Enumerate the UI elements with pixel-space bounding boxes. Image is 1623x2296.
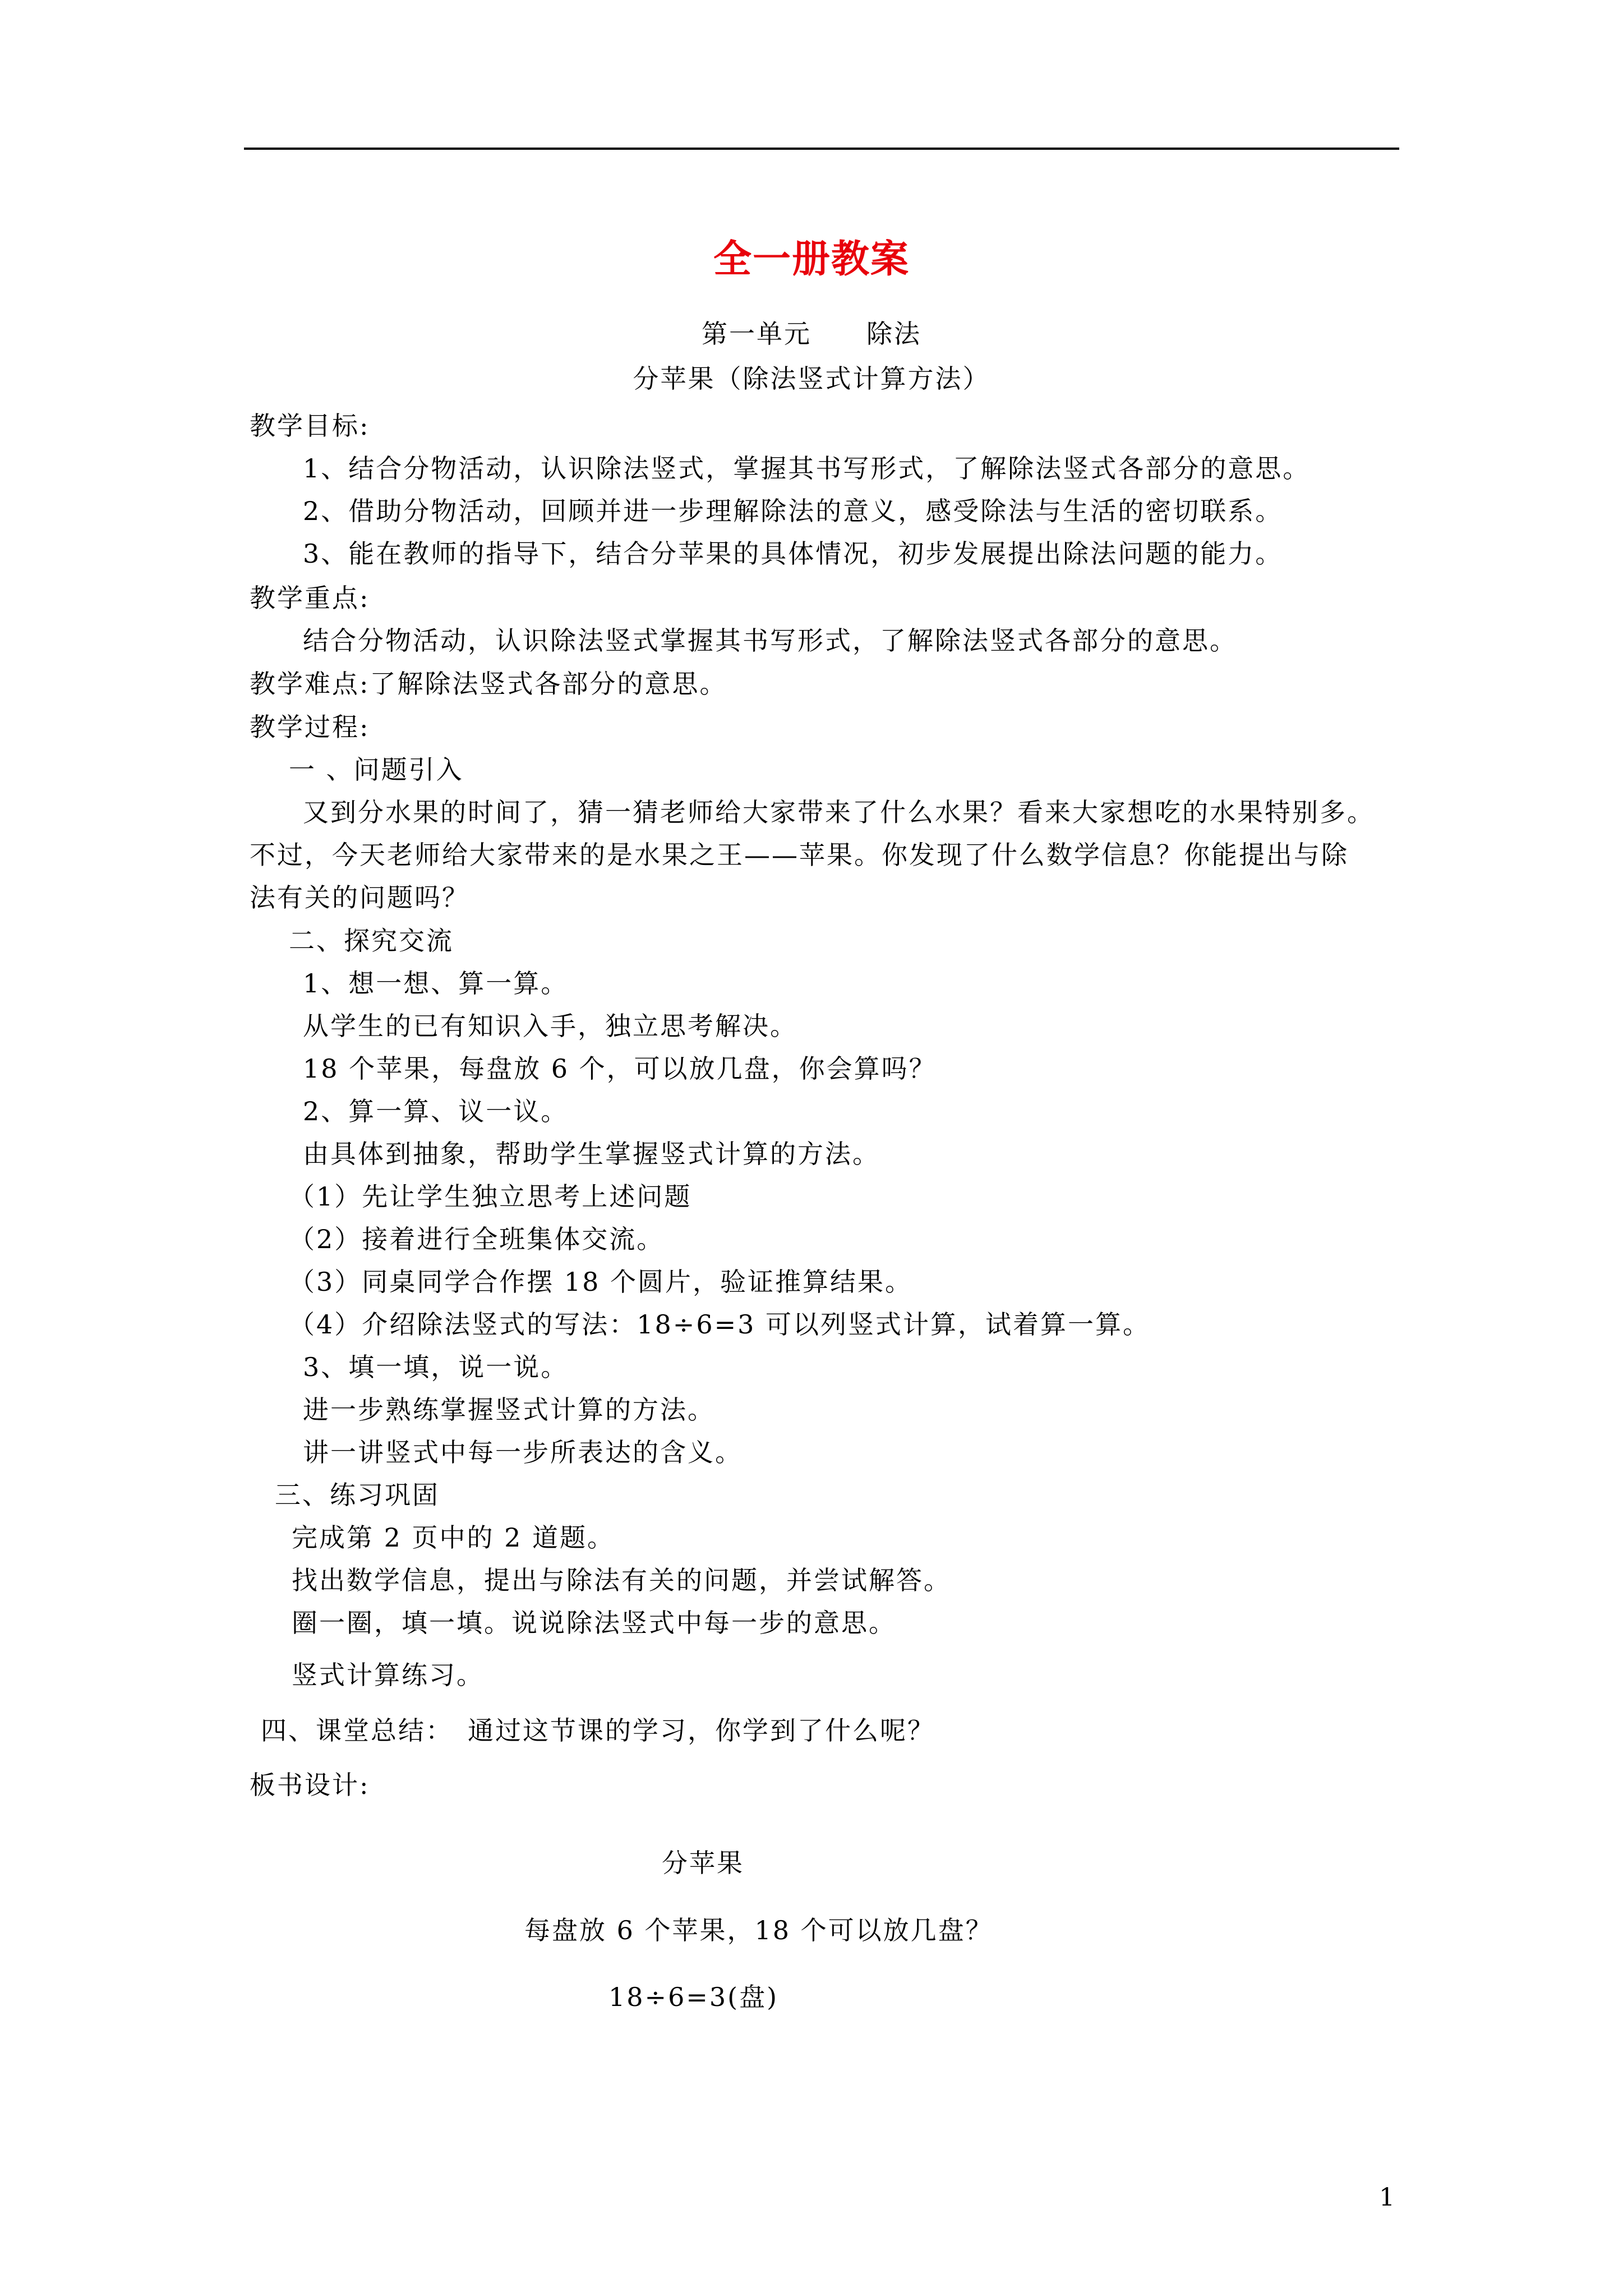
list-item: （1）先让学生独立思考上述问题 (289, 1181, 692, 1212)
section-3-title: 三、练习巩固 (275, 1480, 440, 1510)
list-item: 18 个苹果，每盘放 6 个，可以放几盘，你会算吗？ (303, 1053, 937, 1084)
lesson-title: 分苹果（除法竖式计算方法） (633, 364, 990, 394)
difficulty-line: 教学难点:了解除法竖式各部分的意思。 (250, 669, 727, 699)
list-item: 圈一圈，填一填。说说除法竖式中每一步的意思。 (292, 1608, 896, 1638)
paragraph-line: 又到分水果的时间了，猜一猜老师给大家带来了什么水果？看来大家想吃的水果特别多。 (303, 797, 1375, 827)
list-item: 完成第 2 页中的 2 道题。 (292, 1522, 615, 1553)
list-item: 2、算一算、议一议。 (303, 1096, 569, 1126)
section-4-summary: 四、课堂总结： 通过这节课的学习，你学到了什么呢？ (261, 1715, 935, 1746)
list-item: 找出数学信息，提出与除法有关的问题，并尝试解答。 (292, 1565, 951, 1595)
key-points-heading: 教学重点: (250, 583, 370, 613)
goals-heading: 教学目标: (250, 411, 370, 441)
goal-item: 1、结合分物活动，认识除法竖式，掌握其书写形式，了解除法竖式各部分的意思。 (303, 453, 1311, 484)
board-line: 每盘放 6 个苹果，18 个可以放几盘？ (524, 1915, 993, 1945)
list-item: 3、填一填，说一说。 (303, 1352, 569, 1382)
page-number: 1 (1379, 2183, 1395, 2212)
list-item: （2）接着进行全班集体交流。 (289, 1224, 665, 1254)
process-heading: 教学过程: (250, 712, 370, 742)
list-item: 1、想一想、算一算。 (303, 968, 569, 999)
section-2-title: 二、探究交流 (289, 926, 454, 956)
section-1-title: 一 、问题引入 (289, 754, 464, 785)
board-heading: 板书设计: (250, 1770, 370, 1800)
list-item: （3）同桌同学合作摆 18 个圆片，验证推算结果。 (289, 1267, 913, 1297)
goal-item: 3、能在教师的指导下，结合分苹果的具体情况，初步发展提出除法问题的能力。 (303, 539, 1283, 569)
unit-heading: 第一单元 除法 (702, 319, 921, 349)
list-item: 竖式计算练习。 (292, 1660, 484, 1690)
goal-item: 2、借助分物活动，回顾并进一步理解除法的意义，感受除法与生活的密切联系。 (303, 496, 1283, 526)
paragraph-line: 不过，今天老师给大家带来的是水果之王——苹果。你发现了什么数学信息？你能提出与除 (250, 840, 1349, 870)
header-rule (244, 148, 1399, 150)
list-item: 讲一讲竖式中每一步所表达的含义。 (303, 1437, 743, 1467)
list-item: （4）介绍除法竖式的写法：18÷6=3 可以列竖式计算，试着算一算。 (289, 1309, 1151, 1340)
board-title: 分苹果 (662, 1848, 744, 1878)
key-points-text: 结合分物活动，认识除法竖式掌握其书写形式，了解除法竖式各部分的意思。 (303, 625, 1237, 656)
document-title: 全一册教案 (713, 237, 910, 282)
board-equation: 18÷6=3(盘) (608, 1982, 779, 2012)
list-item: 由具体到抽象，帮助学生掌握竖式计算的方法。 (303, 1139, 880, 1169)
paragraph-line: 法有关的问题吗？ (250, 882, 469, 913)
list-item: 从学生的已有知识入手，独立思考解决。 (303, 1011, 797, 1041)
list-item: 进一步熟练掌握竖式计算的方法。 (303, 1395, 715, 1425)
